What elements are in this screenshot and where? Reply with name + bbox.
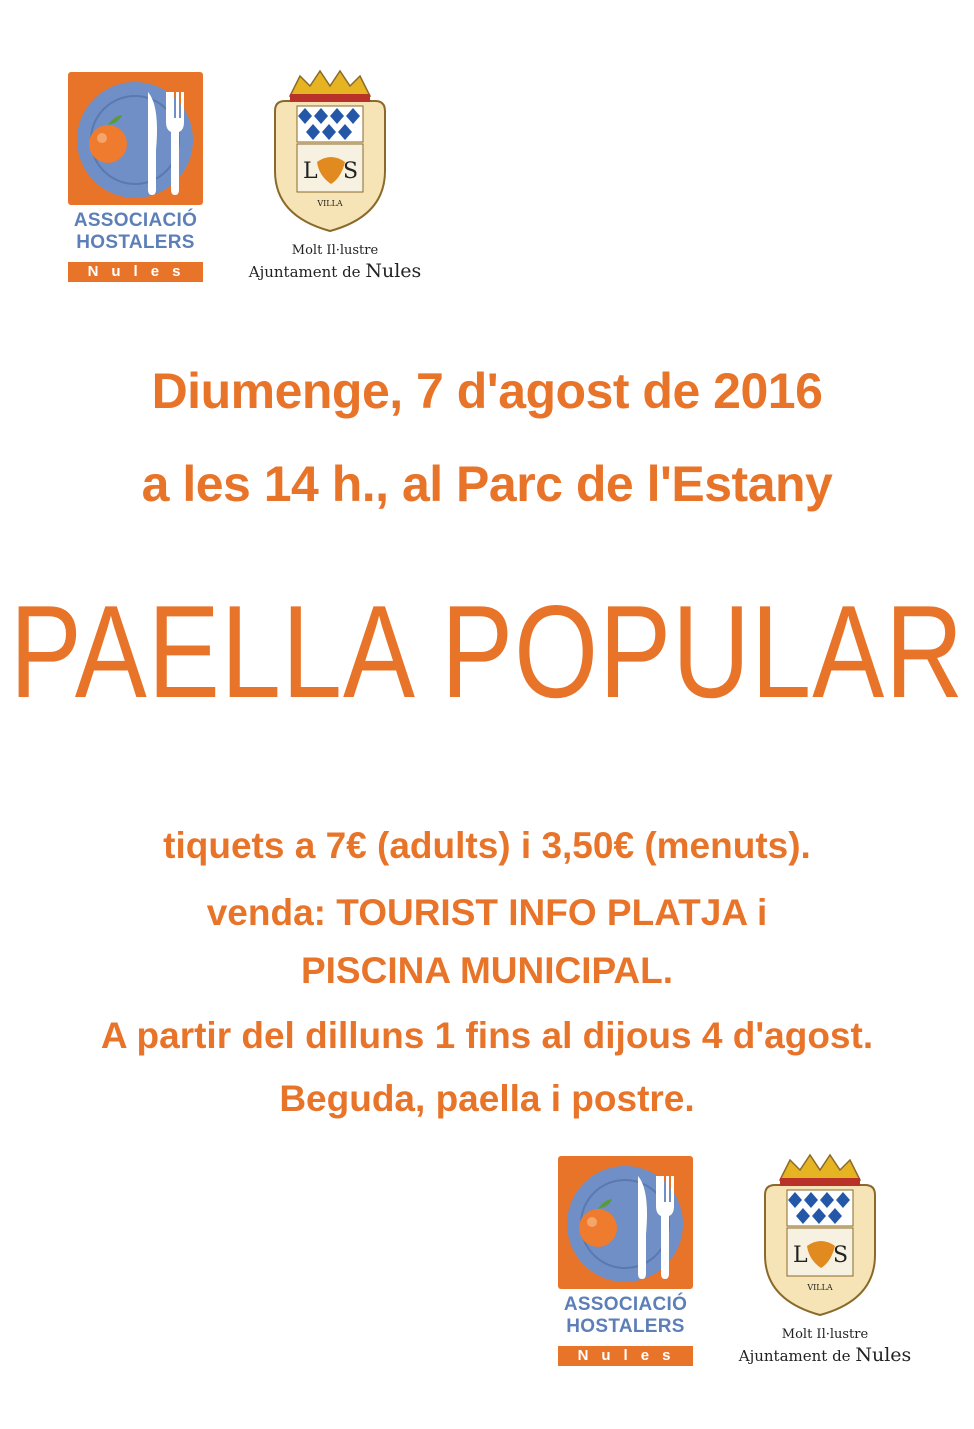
crest-letter-right: S [343, 159, 359, 184]
council-line2-prefix: Ajuntament de [248, 263, 366, 281]
coat-of-arms-icon [265, 66, 395, 236]
hostalers-logo [558, 1156, 693, 1368]
top-logos [68, 66, 438, 286]
event-date: Diumenge, 7 d'agost de 2016 [151, 363, 823, 419]
council-line2 [720, 1344, 930, 1366]
hostalers-line2: HOSTALERS [566, 1316, 685, 1337]
crest-letter-left: L [793, 1243, 808, 1268]
crest-letter-left: L [303, 159, 318, 184]
coat-of-arms-icon [755, 1150, 885, 1320]
ticket-prices: tiquets a 7€ (adults) i 3,50€ (menuts). [163, 825, 811, 866]
hostalers-line2: HOSTALERS [76, 232, 195, 253]
hostalers-line1: ASSOCIACIÓ [563, 1294, 688, 1315]
menu-includes: Beguda, paella i postre. [279, 1078, 695, 1119]
council-line2-prefix: Ajuntament de [738, 1347, 856, 1365]
crest-ribbon: VILLA [807, 1283, 833, 1292]
crest-letter-right: S [833, 1243, 849, 1268]
crest-ribbon: VILLA [317, 199, 343, 208]
council-logo [230, 66, 440, 286]
council-line1: Molt Il·lustre [291, 243, 379, 258]
event-title: PAELLA POPULAR [9, 577, 965, 726]
hostalers-line1: ASSOCIACIÓ [73, 210, 198, 231]
plate-cutlery-icon [68, 72, 203, 205]
bottom-logos [558, 1150, 928, 1370]
hostalers-logo-square [68, 72, 203, 205]
council-line1: Molt Il·lustre [781, 1327, 869, 1342]
sale-points-line2: PISCINA MUNICIPAL. [300, 950, 674, 991]
sale-dates: A partir del dilluns 1 fins al dijous 4 d'agost. [100, 1015, 874, 1056]
hostalers-town: Nules [68, 262, 203, 282]
hostalers-logo-square [558, 1156, 693, 1289]
council-logo [720, 1150, 930, 1370]
council-line2-town: Nules [855, 1344, 912, 1366]
hostalers-logo [68, 72, 203, 284]
event-place: a les 14 h., al Parc de l'Estany [141, 456, 833, 512]
council-line2 [230, 260, 440, 282]
plate-cutlery-icon [558, 1156, 693, 1289]
hostalers-town: Nules [558, 1346, 693, 1366]
sale-points-line1: venda: TOURIST INFO PLATJA i [206, 892, 768, 933]
council-line2-town: Nules [365, 260, 422, 282]
